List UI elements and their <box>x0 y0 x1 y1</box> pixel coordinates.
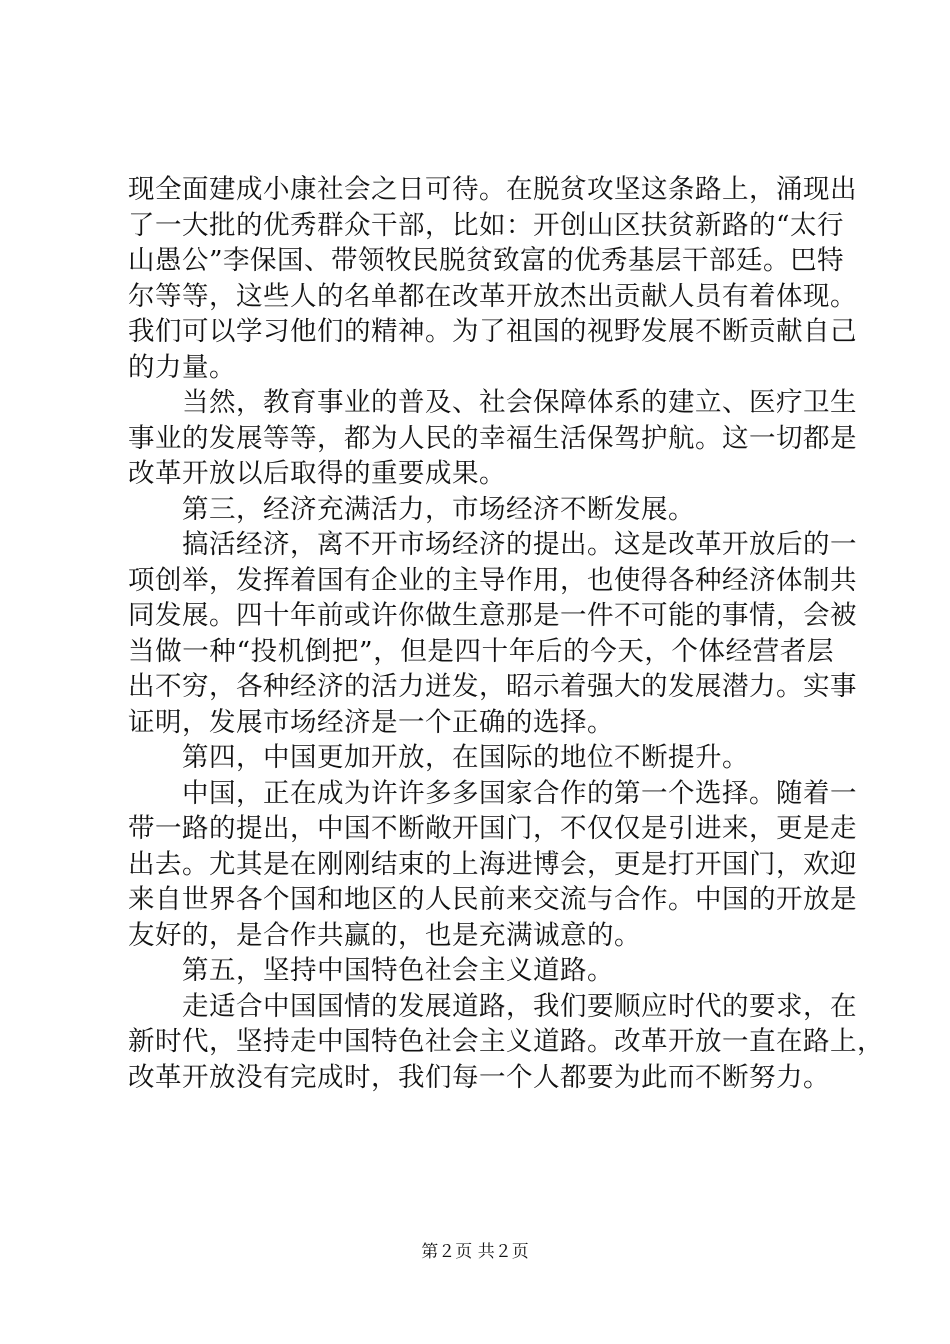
text-line: 我们可以学习他们的精神。为了祖国的视野发展不断贡献自己 <box>128 316 857 347</box>
text-line: 改革开放以后取得的重要成果。 <box>128 458 506 489</box>
text-line: 同发展。四十年前或许你做生意那是一件不可能的事情，会被 <box>128 600 857 631</box>
text-line: 当然，教育事业的普及、社会保障体系的建立、医疗卫生 <box>182 387 857 418</box>
text-line: 带一路的提出，中国不断敞开国门，不仅仅是引进来，更是走 <box>128 813 857 844</box>
text-line: 出去。尤其是在刚刚结束的上海进博会，更是打开国门，欢迎 <box>128 848 857 880</box>
document-body <box>128 172 884 1095</box>
text-line: 改革开放没有完成时，我们每一个人都要为此而不断努力。 <box>128 1061 830 1093</box>
text-line: 证明，发展市场经济是一个正确的选择。 <box>128 706 614 738</box>
text-line: 搞活经济，离不开市场经济的提出。这是改革开放后的一 <box>182 529 857 560</box>
text-line: 友好的，是合作共赢的，也是充满诚意的。 <box>128 919 641 951</box>
text-line: 来自世界各个国和地区的人民前来交流与合作。中国的开放是 <box>128 884 857 915</box>
text-line: 第三，经济充满活力，市场经济不断发展。 <box>182 493 695 525</box>
text-line: 项创举，发挥着国有企业的主导作用，也使得各种经济体制共 <box>128 564 857 596</box>
text-line: 的力量。 <box>128 351 236 383</box>
page-number-footer: 第２页 共２页 <box>421 1242 529 1262</box>
text-line: 新时代，坚持走中国特色社会主义道路。改革开放一直在路上， <box>128 1026 884 1057</box>
text-line: 第五，坚持中国特色社会主义道路。 <box>182 955 614 986</box>
text-line: 走适合中国国情的发展道路，我们要顺应时代的要求，在 <box>182 990 857 1022</box>
text-line: 现全面建成小康社会之日可待。在脱贫攻坚这条路上，涌现出 <box>128 174 857 205</box>
text-line: 第四，中国更加开放，在国际的地位不断提升。 <box>182 742 749 773</box>
text-line: 了一大批的优秀群众干部，比如：开创山区扶贫新路的“太行 <box>128 209 845 241</box>
text-line: 山愚公”李保国、带领牧民脱贫致富的优秀基层干部廷。巴特 <box>128 245 845 276</box>
text-line: 中国，正在成为许许多多国家合作的第一个选择。随着一 <box>182 777 857 809</box>
text-line: 当做一种“投机倒把”，但是四十年后的今天，个体经营者层 <box>128 635 834 667</box>
text-line: 出不穷，各种经济的活力迸发，昭示着强大的发展潜力。实事 <box>128 671 857 702</box>
text-line: 尔等等，这些人的名单都在改革开放杰出贡献人员有着体现。 <box>128 280 857 312</box>
text-line: 事业的发展等等，都为人民的幸福生活保驾护航。这一切都是 <box>128 422 857 454</box>
